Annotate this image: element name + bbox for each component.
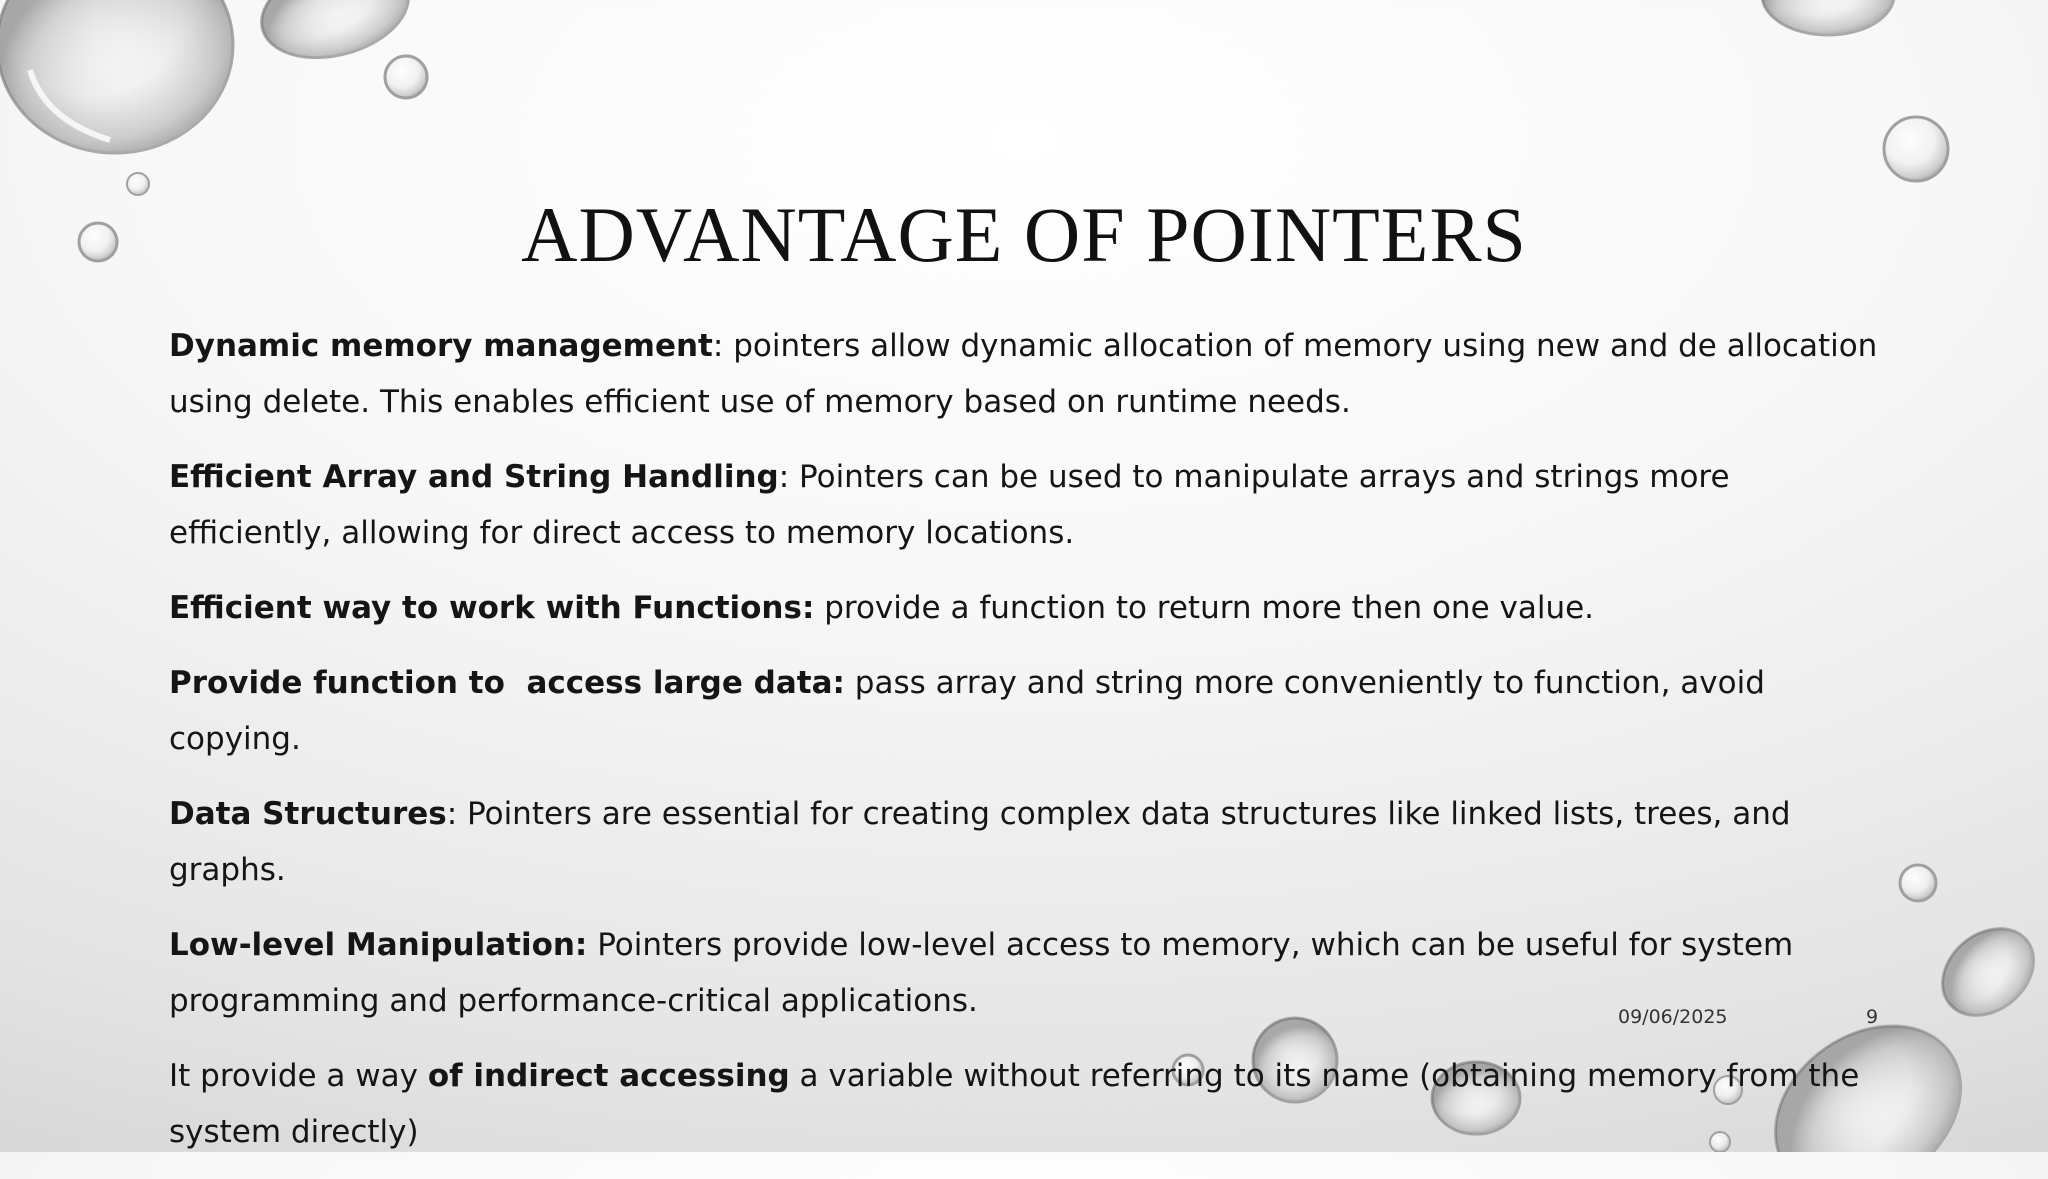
bullet-heading: Data Structures [169,796,447,832]
bullet-heading: Efficient Array and String Handling [169,459,779,495]
bullet-paragraph [169,580,1889,636]
bullet-text: provide a function to return more then one value. [814,590,1595,626]
drop-shape [1925,911,2048,1033]
bullet-paragraph [169,449,1889,561]
bullet-heading: Provide function to access large data: [169,665,845,701]
bullet-heading: Dynamic memory management [169,328,713,364]
slide-title: ADVANTAGE OF POINTERS [521,191,1527,278]
drop-shape [0,0,233,153]
bullet-text: pass array and string more conveniently to function, avoid copying. [169,665,1765,757]
bullet-text: : pointers allow dynamic allocation of memory using new and de allocation using delete. This enables efficient use of memory based on runtime needs. [169,328,1878,420]
drop-shape [1884,117,1948,181]
bullet-paragraph [169,655,1889,767]
bullet-paragraph [169,318,1889,430]
bullet-heading: Efficient way to work with Functions: [169,590,815,626]
bullet-text: a variable without referring to its name (obtaining memory from the system directly) [169,1058,1860,1150]
bullet-text: Pointers provide low-level access to memory, which can be useful for system programming and performance-critical applications. [169,927,1794,1019]
slide-date: 09/06/2025 [1618,1006,1728,1028]
slide-body [169,318,1889,1179]
drop-shape [1762,0,1894,35]
bullet-text: : Pointers are essential for creating complex data structures like linked lists, trees, and graphs. [169,796,1791,888]
bullet-paragraph [169,786,1889,898]
bullet-paragraph [169,1048,1889,1160]
drop-shape [385,56,427,98]
bullet-text: : Pointers can be used to manipulate arrays and strings more efficiently, allowing for direct access to memory locations. [169,459,1730,551]
drop-shape [1900,865,1936,901]
bullet-text-prefix: It provide a way [169,1058,428,1094]
bullet-heading: of indirect accessing [427,1058,790,1094]
slide-page-number: 9 [1866,1006,1879,1028]
bullet-heading: Low-level Manipulation: [169,927,588,963]
